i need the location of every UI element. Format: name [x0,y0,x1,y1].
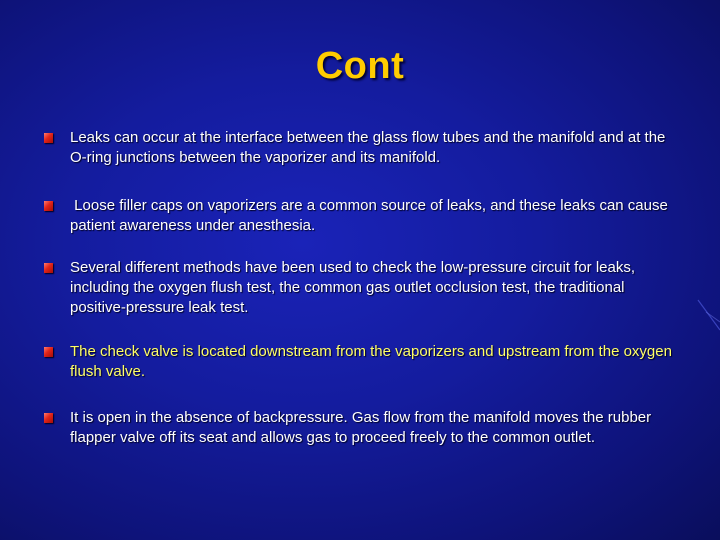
slide-title: Cont [315,45,405,87]
bullet-square-icon [44,201,53,211]
bullet-text: Several different methods have been used to check the low-pressure circuit for leaks, including the oxygen flush test, the common gas outlet occlusion test, the traditional positive-pressure leak test. [70,259,636,316]
bullet-text: It is open in the absence of backpressure. Gas flow from the manifold moves the rubber flapper valve off its seat and allows gas to proceed freely to the common outlet. [70,409,652,446]
bullet-item [44,258,684,318]
bullet-square-icon [44,347,53,357]
bullet-text: Loose filler caps on vaporizers are a common source of leaks, and these leaks can cause patient awareness under anesthesia. [70,197,672,234]
bullet-item [44,196,684,236]
bullet-square-icon [44,413,53,423]
bullet-square-icon [44,133,53,143]
deco-line [706,312,720,322]
bullet-item [44,342,684,382]
bullet-text: The check valve is located downstream from the vaporizers and upstream from the oxygen flush valve. [70,343,672,380]
deco-line [698,300,720,330]
bullet-list [44,128,684,448]
bullet-item [44,408,684,448]
bullet-text: Leaks can occur at the interface between the glass flow tubes and the manifold and at the O-ring junctions between the vaporizer and its manifold. [70,129,666,166]
bullet-square-icon [44,263,53,273]
bullet-item [44,128,684,168]
